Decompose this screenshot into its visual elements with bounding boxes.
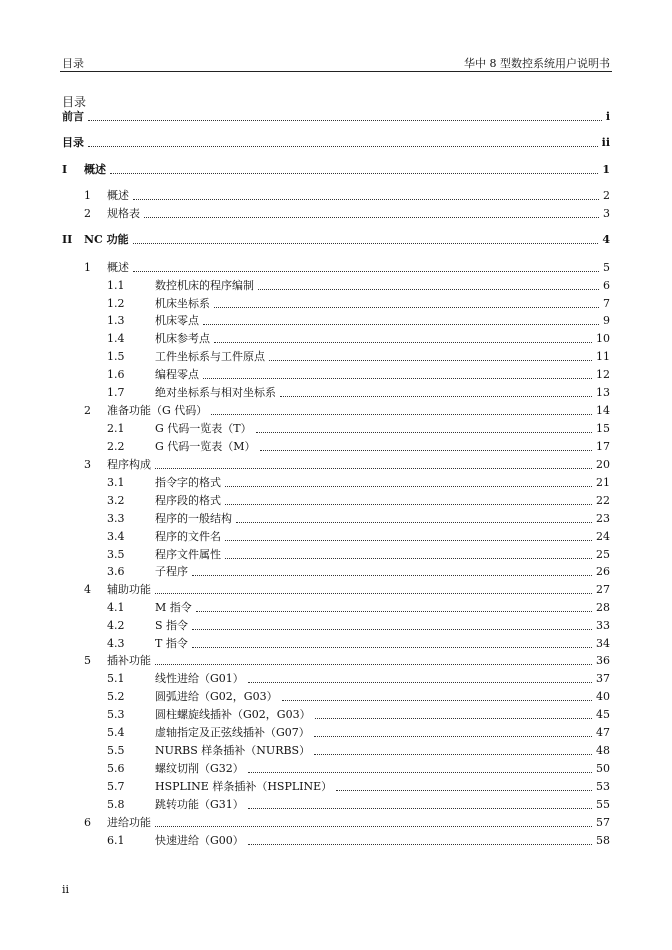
toc-entry-number: 1.2 bbox=[107, 297, 125, 310]
header-book-title: 华中 8 型数控系统用户说明书 bbox=[464, 57, 610, 70]
toc-entry-number: 4 bbox=[84, 583, 91, 596]
dot-leader bbox=[203, 377, 592, 379]
dot-leader bbox=[211, 413, 592, 415]
toc-entry-title: 虚轴指定及正弦线插补（G07） bbox=[155, 726, 310, 739]
toc-entry-title: G 代码一览表（M） bbox=[155, 440, 256, 453]
toc-entry-number: II bbox=[62, 233, 73, 246]
toc-entry-page: 53 bbox=[596, 780, 610, 793]
toc-entry-page: 23 bbox=[596, 512, 610, 525]
toc-entry-page: 48 bbox=[596, 744, 610, 757]
toc-entry[interactable] bbox=[62, 108, 610, 124]
toc-entry-title: 快速进给（G00） bbox=[155, 834, 244, 847]
toc-entry-number: 1.6 bbox=[107, 368, 125, 381]
dot-leader bbox=[280, 395, 592, 397]
toc-entry-title: 跳转功能（G31） bbox=[155, 798, 244, 811]
dot-leader bbox=[155, 825, 592, 827]
toc-entry[interactable] bbox=[107, 528, 610, 544]
dot-leader bbox=[282, 699, 592, 701]
toc-entry-title: 圆弧进给（G02，G03） bbox=[155, 690, 278, 703]
toc-entry-title: 前言 bbox=[62, 110, 84, 123]
dot-leader bbox=[225, 485, 592, 487]
toc-entry-number: 1.1 bbox=[107, 279, 125, 292]
toc-entry[interactable] bbox=[107, 366, 610, 382]
toc-entry-page: 11 bbox=[596, 350, 610, 363]
toc-entry-page: 40 bbox=[596, 690, 610, 703]
toc-entry-title: 圆柱螺旋线插补（G02，G03） bbox=[155, 708, 311, 721]
toc-entry-number: 4.3 bbox=[107, 637, 125, 650]
toc-entry-number: 5.1 bbox=[107, 672, 125, 685]
toc-entry[interactable] bbox=[107, 492, 610, 508]
toc-entry-title: 机床零点 bbox=[155, 314, 199, 327]
toc-entry-number: I bbox=[62, 163, 68, 176]
toc-entry[interactable] bbox=[84, 205, 610, 221]
toc-entry-page: 6 bbox=[603, 279, 610, 292]
toc-entry-number: 4.1 bbox=[107, 601, 125, 614]
toc-entry-number: 1 bbox=[84, 261, 91, 274]
toc-entry[interactable] bbox=[62, 231, 610, 247]
toc-entry[interactable] bbox=[107, 670, 610, 686]
toc-entry-title: 准备功能（G 代码） bbox=[107, 404, 208, 417]
toc-entry[interactable] bbox=[84, 581, 610, 597]
dot-leader bbox=[192, 646, 592, 648]
toc-entry-title: 辅助功能 bbox=[107, 583, 151, 596]
toc-entry-number: 1 bbox=[84, 189, 91, 202]
toc-entry[interactable] bbox=[62, 161, 610, 177]
toc-entry[interactable] bbox=[84, 187, 610, 203]
toc-entry-page: 33 bbox=[596, 619, 610, 632]
dot-leader bbox=[336, 789, 592, 791]
toc-entry[interactable] bbox=[107, 778, 610, 794]
dot-leader bbox=[88, 119, 602, 121]
dot-leader bbox=[225, 503, 592, 505]
toc-entry[interactable] bbox=[107, 742, 610, 758]
toc-entry[interactable] bbox=[84, 814, 610, 830]
toc-entry-page: 28 bbox=[596, 601, 610, 614]
toc-entry-page: 12 bbox=[596, 368, 610, 381]
dot-leader bbox=[256, 431, 592, 433]
toc-title: 目录 bbox=[62, 95, 87, 109]
dot-leader bbox=[214, 306, 599, 308]
dot-leader bbox=[248, 843, 592, 845]
toc-entry-page: 20 bbox=[596, 458, 610, 471]
toc-entry-page: 36 bbox=[596, 654, 610, 667]
toc-entry-title: 目录 bbox=[62, 136, 84, 149]
toc-entry-page: 55 bbox=[596, 798, 610, 811]
toc-entry-number: 3.3 bbox=[107, 512, 125, 525]
toc-entry-page: 26 bbox=[596, 565, 610, 578]
toc-entry-title: 数控机床的程序编制 bbox=[155, 279, 254, 292]
dot-leader bbox=[133, 270, 599, 272]
dot-leader bbox=[192, 574, 592, 576]
toc-entry-title: 程序构成 bbox=[107, 458, 151, 471]
toc-entry-title: NC 功能 bbox=[84, 233, 129, 246]
toc-entry-page: 7 bbox=[603, 297, 610, 310]
toc-entry-title: 插补功能 bbox=[107, 654, 151, 667]
toc-entry[interactable] bbox=[107, 474, 610, 490]
toc-entry-number: 5 bbox=[84, 654, 91, 667]
toc-entry[interactable] bbox=[107, 760, 610, 776]
toc-entry-title: 编程零点 bbox=[155, 368, 199, 381]
toc-entry-title: 概述 bbox=[84, 163, 106, 176]
toc-entry-title: 程序的文件名 bbox=[155, 530, 221, 543]
toc-entry-page: i bbox=[605, 110, 610, 123]
toc-entry-number: 1.4 bbox=[107, 332, 125, 345]
toc-entry[interactable] bbox=[107, 277, 610, 293]
dot-leader bbox=[133, 198, 599, 200]
toc-entry-number: 2 bbox=[84, 404, 91, 417]
toc-entry-page: 10 bbox=[596, 332, 610, 345]
toc-entry-page: 25 bbox=[596, 548, 610, 561]
dot-leader bbox=[260, 449, 592, 451]
toc-entry[interactable] bbox=[107, 348, 610, 364]
toc-entry-title: 线性进给（G01） bbox=[155, 672, 244, 685]
toc-entry-page: 58 bbox=[596, 834, 610, 847]
toc-entry-page: 27 bbox=[596, 583, 610, 596]
toc-entry-title: 程序段的格式 bbox=[155, 494, 221, 507]
dot-leader bbox=[248, 771, 592, 773]
toc-entry-title: 绝对坐标系与相对坐标系 bbox=[155, 386, 276, 399]
toc-entry[interactable] bbox=[107, 510, 610, 526]
toc-entry-page: 50 bbox=[596, 762, 610, 775]
toc-entry[interactable] bbox=[107, 312, 610, 328]
toc-entry-page: 45 bbox=[596, 708, 610, 721]
toc-entry[interactable] bbox=[107, 599, 610, 615]
toc-entry[interactable] bbox=[62, 134, 610, 150]
dot-leader bbox=[155, 663, 592, 665]
toc-entry-page: ii bbox=[601, 136, 610, 149]
toc-entry-number: 1.7 bbox=[107, 386, 125, 399]
toc-entry-title: 程序的一般结构 bbox=[155, 512, 232, 525]
toc-entry-number: 3.4 bbox=[107, 530, 125, 543]
toc-entry-number: 4.2 bbox=[107, 619, 125, 632]
toc-entry-title: 进给功能 bbox=[107, 816, 151, 829]
toc-entry-page: 2 bbox=[603, 189, 610, 202]
toc-entry-number: 5.4 bbox=[107, 726, 125, 739]
toc-entry-page: 24 bbox=[596, 530, 610, 543]
toc-entry-page: 15 bbox=[596, 422, 610, 435]
toc-entry-title: M 指令 bbox=[155, 601, 192, 614]
toc-entry[interactable] bbox=[107, 796, 610, 812]
toc-entry-number: 2.1 bbox=[107, 422, 125, 435]
dot-leader bbox=[203, 323, 599, 325]
toc-entry[interactable] bbox=[107, 724, 610, 740]
toc-entry-page: 21 bbox=[596, 476, 610, 489]
dot-leader bbox=[314, 735, 592, 737]
dot-leader bbox=[269, 359, 592, 361]
dot-leader bbox=[214, 341, 592, 343]
dot-leader bbox=[248, 807, 592, 809]
toc-entry-number: 3.6 bbox=[107, 565, 125, 578]
toc-entry[interactable] bbox=[107, 635, 610, 651]
toc-entry-page: 34 bbox=[596, 637, 610, 650]
toc-entry-number: 6 bbox=[84, 816, 91, 829]
toc-entry-title: 机床坐标系 bbox=[155, 297, 210, 310]
toc-entry-number: 3 bbox=[84, 458, 91, 471]
toc-entry-title: 概述 bbox=[107, 189, 129, 202]
dot-leader bbox=[133, 242, 599, 244]
toc-entry-number: 5.3 bbox=[107, 708, 125, 721]
toc-entry[interactable] bbox=[107, 688, 610, 704]
toc-entry-number: 2.2 bbox=[107, 440, 125, 453]
toc-entry-title: 机床参考点 bbox=[155, 332, 210, 345]
header-section-title: 目录 bbox=[62, 57, 84, 70]
toc-entry-page: 1 bbox=[602, 163, 610, 176]
dot-leader bbox=[144, 216, 599, 218]
toc-entry-title: S 指令 bbox=[155, 619, 189, 632]
dot-leader bbox=[315, 717, 592, 719]
toc-entry-title: 工件坐标系与工件原点 bbox=[155, 350, 265, 363]
toc-entry-page: 37 bbox=[596, 672, 610, 685]
toc-entry[interactable] bbox=[107, 438, 610, 454]
toc-entry-title: HSPLINE 样条插补（HSPLINE） bbox=[155, 780, 333, 793]
dot-leader bbox=[196, 610, 592, 612]
toc-entry-number: 5.8 bbox=[107, 798, 125, 811]
toc-entry-number: 3.5 bbox=[107, 548, 125, 561]
toc-entry[interactable] bbox=[107, 617, 610, 633]
dot-leader bbox=[225, 539, 592, 541]
toc-entry-number: 1.3 bbox=[107, 314, 125, 327]
toc-entry[interactable] bbox=[107, 546, 610, 562]
dot-leader bbox=[258, 288, 599, 290]
toc-entry-number: 5.7 bbox=[107, 780, 125, 793]
toc-entry-page: 5 bbox=[603, 261, 610, 274]
toc-entry[interactable] bbox=[107, 295, 610, 311]
toc-entry-title: T 指令 bbox=[155, 637, 188, 650]
toc-entry-page: 22 bbox=[596, 494, 610, 507]
dot-leader bbox=[314, 753, 592, 755]
toc-entry-page: 14 bbox=[596, 404, 610, 417]
toc-entry-number: 5.6 bbox=[107, 762, 125, 775]
toc-entry-number: 6.1 bbox=[107, 834, 125, 847]
toc-entry[interactable] bbox=[107, 706, 610, 722]
toc-entry[interactable] bbox=[107, 384, 610, 400]
toc-entry-title: NURBS 样条插补（NURBS） bbox=[155, 744, 311, 757]
toc-entry[interactable] bbox=[84, 456, 610, 472]
toc-entry-page: 9 bbox=[603, 314, 610, 327]
toc-entry[interactable] bbox=[84, 402, 610, 418]
toc-entry-title: 子程序 bbox=[155, 565, 188, 578]
toc-entry-title: 概述 bbox=[107, 261, 129, 274]
toc-entry[interactable] bbox=[107, 832, 610, 848]
dot-leader bbox=[155, 592, 592, 594]
toc-entry-page: 4 bbox=[602, 233, 610, 246]
toc-entry-number: 1.5 bbox=[107, 350, 125, 363]
toc-entry-page: 3 bbox=[603, 207, 610, 220]
toc-entry[interactable] bbox=[84, 652, 610, 668]
toc-entry-number: 5.5 bbox=[107, 744, 125, 757]
toc-entry-title: 规格表 bbox=[107, 207, 140, 220]
toc-entry-page: 13 bbox=[596, 386, 610, 399]
toc-entry[interactable] bbox=[84, 259, 610, 275]
toc-entry[interactable] bbox=[107, 420, 610, 436]
page-number: ii bbox=[62, 883, 70, 896]
toc-entry-page: 47 bbox=[596, 726, 610, 739]
toc-entry[interactable] bbox=[107, 563, 610, 579]
toc-entry-title: 螺纹切削（G32） bbox=[155, 762, 244, 775]
dot-leader bbox=[192, 628, 592, 630]
dot-leader bbox=[248, 681, 592, 683]
dot-leader bbox=[225, 557, 592, 559]
dot-leader bbox=[88, 145, 598, 147]
toc-entry-page: 17 bbox=[596, 440, 610, 453]
dot-leader bbox=[155, 467, 592, 469]
toc-entry-title: 程序文件属性 bbox=[155, 548, 221, 561]
toc-entry-page: 57 bbox=[596, 816, 610, 829]
toc-entry-number: 3.2 bbox=[107, 494, 125, 507]
header-divider bbox=[60, 71, 612, 72]
toc-entry-number: 2 bbox=[84, 207, 91, 220]
toc-entry[interactable] bbox=[107, 330, 610, 346]
toc-entry-title: 指令字的格式 bbox=[155, 476, 221, 489]
toc-entry-number: 3.1 bbox=[107, 476, 125, 489]
toc-entry-number: 5.2 bbox=[107, 690, 125, 703]
toc-entry-title: G 代码一览表（T） bbox=[155, 422, 252, 435]
dot-leader bbox=[236, 521, 592, 523]
dot-leader bbox=[110, 172, 598, 174]
